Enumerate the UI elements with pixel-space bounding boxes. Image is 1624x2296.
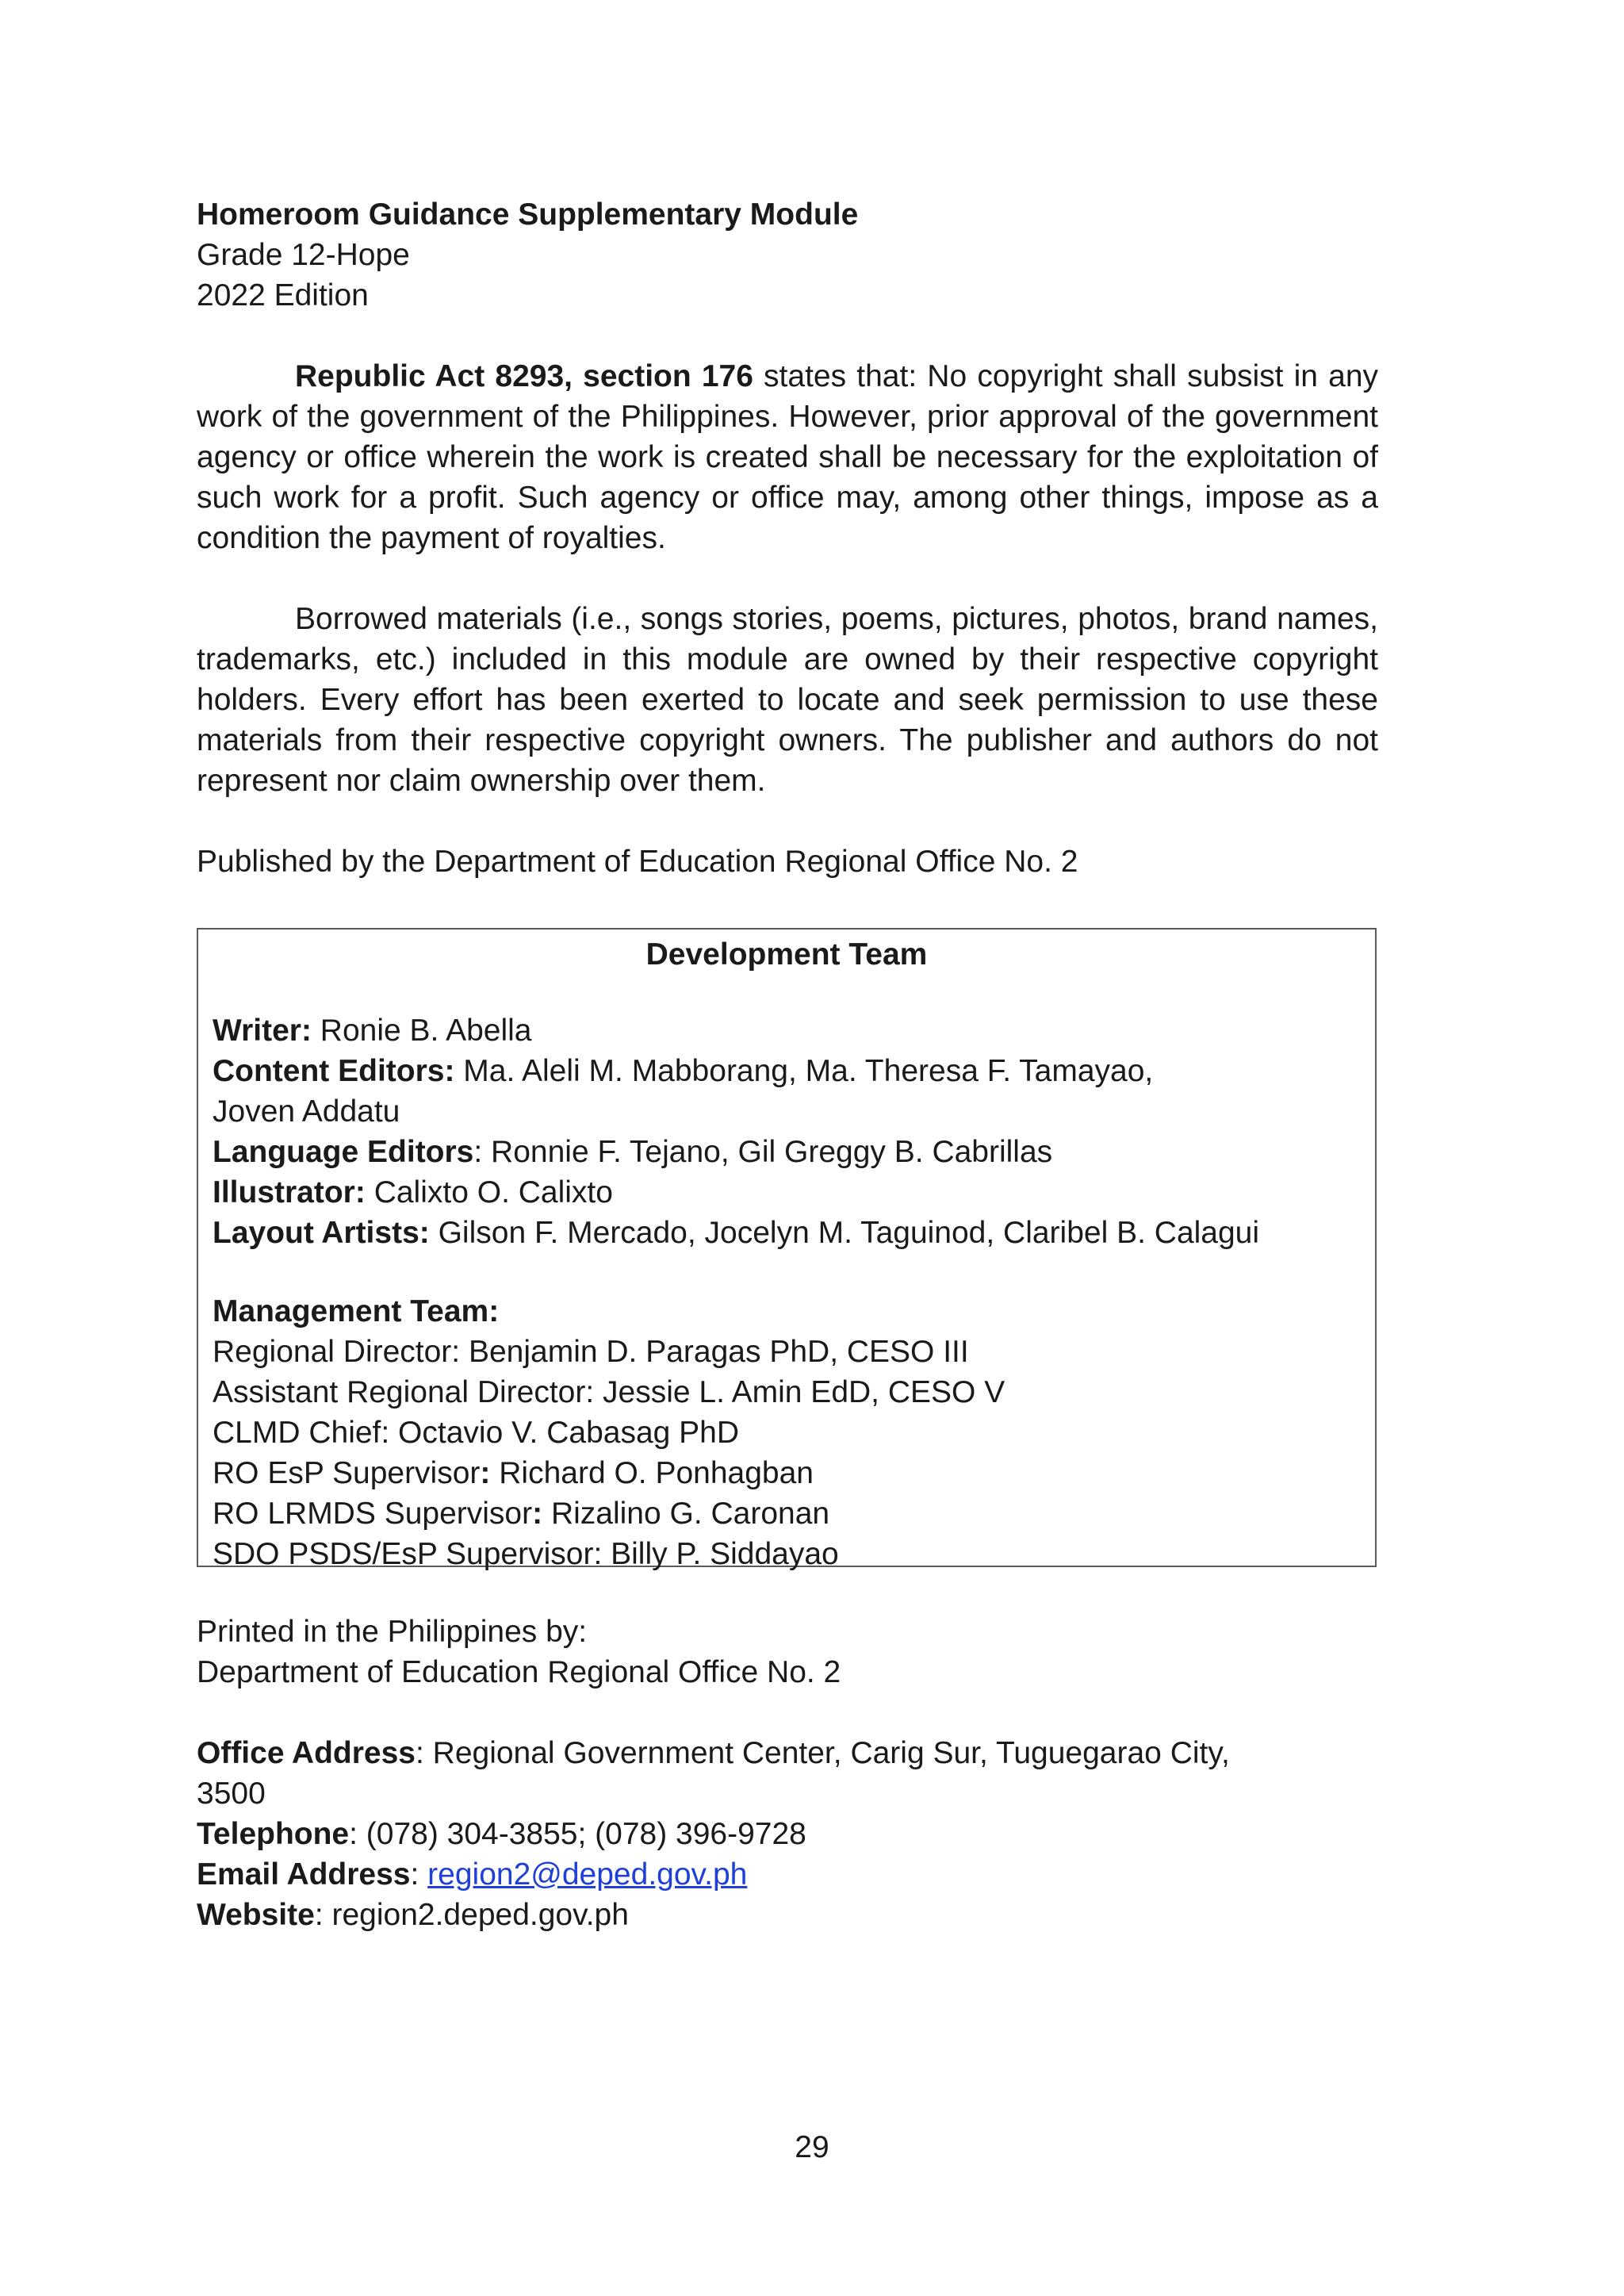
- management-member: RO LRMDS Supervisor: Rizalino G. Caronan: [213, 1497, 830, 1531]
- management-team-label: Management Team:: [213, 1294, 500, 1328]
- module-title: Homeroom Guidance Supplementary Module: [197, 197, 859, 232]
- office-address-zip: 3500: [197, 1777, 266, 1811]
- content-editors-line-2: Joven Addatu: [213, 1094, 400, 1129]
- document-page: [197, 194, 1378, 882]
- layout-artists-line: Layout Artists: Gilson F. Mercado, Jocelyn M. Taguinod, Claribel B. Calagui: [213, 1216, 1260, 1250]
- office-address-line: Office Address: Regional Government Center, Carig Sur, Tuguegarao City,: [197, 1736, 1230, 1770]
- page-number: 29: [795, 2130, 829, 2164]
- email-link[interactable]: region2@deped.gov.ph: [427, 1857, 748, 1892]
- borrowed-materials-paragraph: Borrowed materials (i.e., songs stories, poems, pictures, photos, brand names, trademarks, etc.) included in this module are owned by their respective copyright holders. Every effort has been exerted to locate and seek permission to use these materials from their respective copyright owners. The publisher and authors do not represent nor claim ownership over them.: [197, 602, 1378, 798]
- language-editors-line: Language Editors: Ronnie F. Tejano, Gil Greggy B. Cabrillas: [213, 1135, 1053, 1169]
- copyright-paragraph: [197, 356, 1378, 558]
- published-by: Published by the Department of Education Regional Office No. 2: [197, 845, 1078, 879]
- management-member: CLMD Chief: Octavio V. Cabasag PhD: [213, 1416, 740, 1450]
- management-member: Assistant Regional Director: Jessie L. Amin EdD, CESO V: [213, 1375, 1005, 1409]
- copyright-text: states that: No copyright shall subsist in any work of the government of the Philippines. However, prior approval of the government agency or office wherein the work is created shall be necessary for the exploitation of such work for a profit. Such agency or office may, among other things, impose as a condition the payment of royalties.: [197, 359, 1379, 555]
- management-member: SDO PSDS/EsP Supervisor: Billy P. Siddayao: [213, 1537, 839, 1571]
- printed-by-line: Printed in the Philippines by:: [197, 1615, 588, 1649]
- management-member: Regional Director: Benjamin D. Paragas PhD, CESO III: [213, 1335, 969, 1369]
- writer-line: Writer: Ronie B. Abella: [213, 1014, 532, 1048]
- website-line: Website: region2.deped.gov.ph: [197, 1898, 629, 1932]
- content-editors-line: Content Editors: Ma. Aleli M. Mabborang, Ma. Theresa F. Tamayao,: [213, 1054, 1154, 1088]
- module-header: [197, 194, 1378, 316]
- module-grade: Grade 12-Hope: [197, 238, 410, 272]
- development-team-title: Development Team: [645, 937, 928, 972]
- illustrator-line: Illustrator: Calixto O. Calixto: [213, 1175, 613, 1209]
- printed-by-office: Department of Education Regional Office No. 2: [197, 1655, 841, 1689]
- email-line: Email Address: region2@deped.gov.ph: [197, 1857, 748, 1892]
- telephone-line: Telephone: (078) 304-3855; (078) 396-9728: [197, 1817, 806, 1851]
- module-edition: 2022 Edition: [197, 278, 369, 312]
- development-team-box: [197, 928, 1377, 1571]
- copyright-lead: Republic Act 8293, section 176: [295, 359, 753, 393]
- management-member: RO EsP Supervisor: Richard O. Ponhagban: [213, 1456, 814, 1490]
- publication-info: [197, 1612, 1378, 1935]
